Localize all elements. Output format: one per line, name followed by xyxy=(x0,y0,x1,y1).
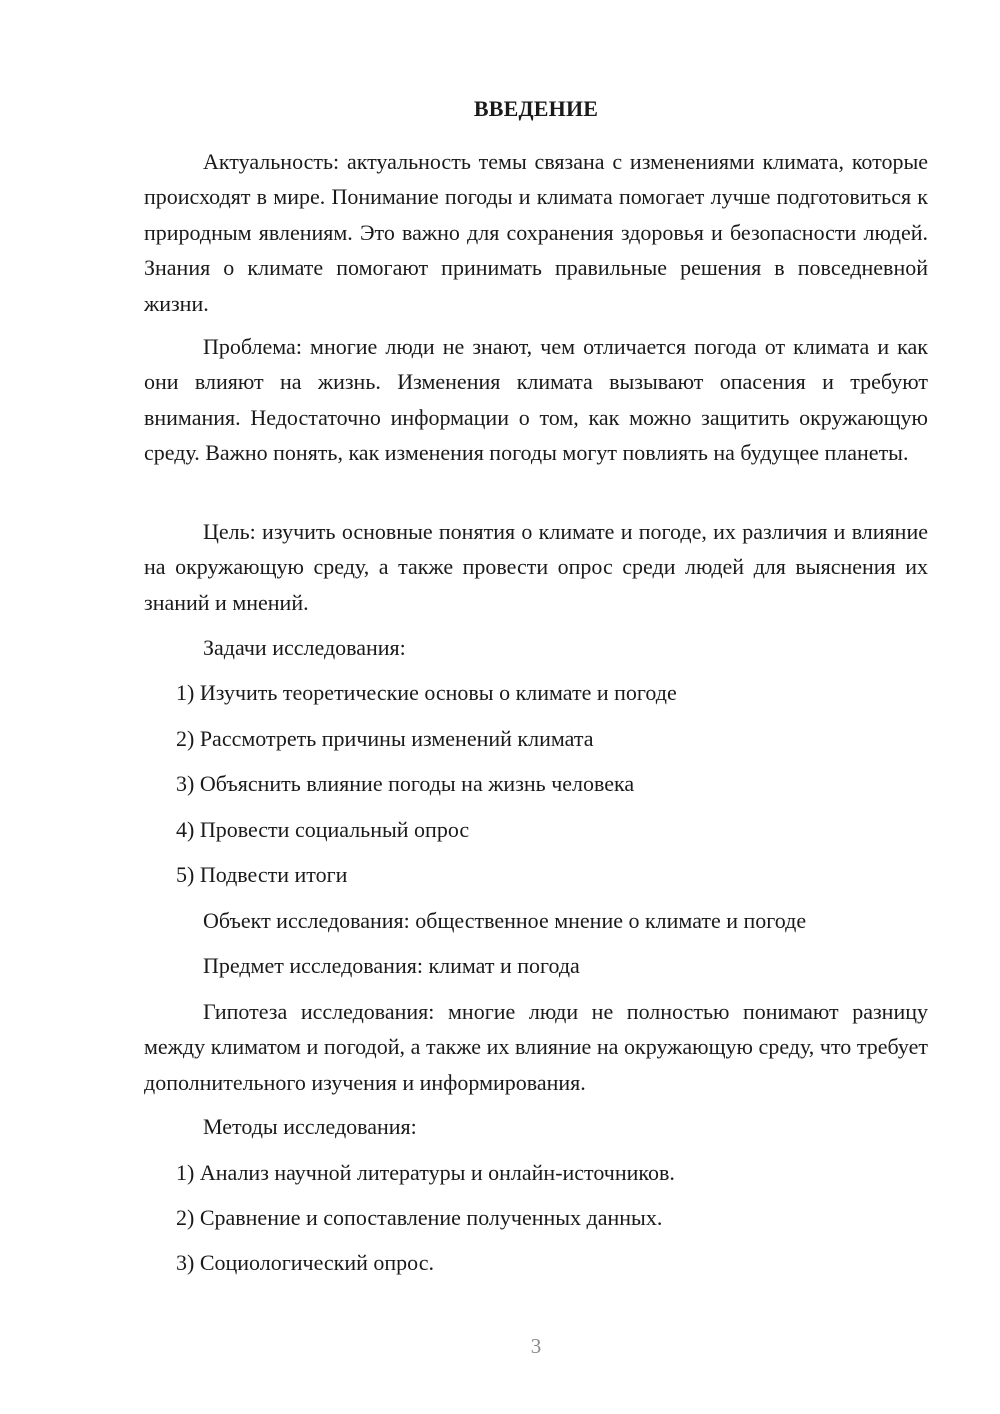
task-item-2: 2) Рассмотреть причины изменений климата xyxy=(176,726,594,751)
tasks-heading: Задачи исследования: xyxy=(203,635,406,660)
method-item-3: 3) Социологический опрос. xyxy=(176,1250,434,1275)
methods-heading: Методы исследования: xyxy=(203,1114,417,1139)
problem-paragraph: Проблема: многие люди не знают, чем отличается погода от климата и как они влияют на жизнь. Изменения климата вызывают опасения и требуют внимания. Недостаточно информации о том, как можно защитить окружающую среду. Важно понять, как изменения погоды могут повлиять на будущее планеты. xyxy=(144,334,928,466)
object-line: Объект исследования: общественное мнение о климате и погоде xyxy=(203,908,807,933)
task-item-3: 3) Объяснить влияние погоды на жизнь человека xyxy=(176,771,635,796)
relevance-paragraph: Актуальность: актуальность темы связана с изменениями климата, которые происходят в мире. Понимание погоды и климата помогает лучше подготовиться к природным явлениям. Это важно для сохранения здоровья и безопасности людей. Знания о климате помогают принимать правильные решения в повседневной жизни. xyxy=(144,149,928,316)
task-item-1: 1) Изучить теоретические основы о климате и погоде xyxy=(176,680,677,705)
task-item-4: 4) Провести социальный опрос xyxy=(176,817,470,842)
section-title: ВВЕДЕНИЕ xyxy=(473,96,599,121)
method-item-1: 1) Анализ научной литературы и онлайн-источников. xyxy=(176,1160,675,1185)
hypothesis-paragraph: Гипотеза исследования: многие люди не полностью понимают разницу между климатом и погодой, а также их влияние на окружающую среду, что требует дополнительного изучения и информирования. xyxy=(144,999,928,1095)
method-item-2: 2) Сравнение и сопоставление полученных данных. xyxy=(176,1205,663,1230)
subject-line: Предмет исследования: климат и погода xyxy=(203,953,580,978)
goal-paragraph: Цель: изучить основные понятия о климате и погоде, их различия и влияние на окружающую среду, а также провести опрос среди людей для выяснения их знаний и мнений. xyxy=(144,519,928,615)
task-item-5: 5) Подвести итоги xyxy=(176,862,348,887)
page-number: 3 xyxy=(530,1334,542,1358)
